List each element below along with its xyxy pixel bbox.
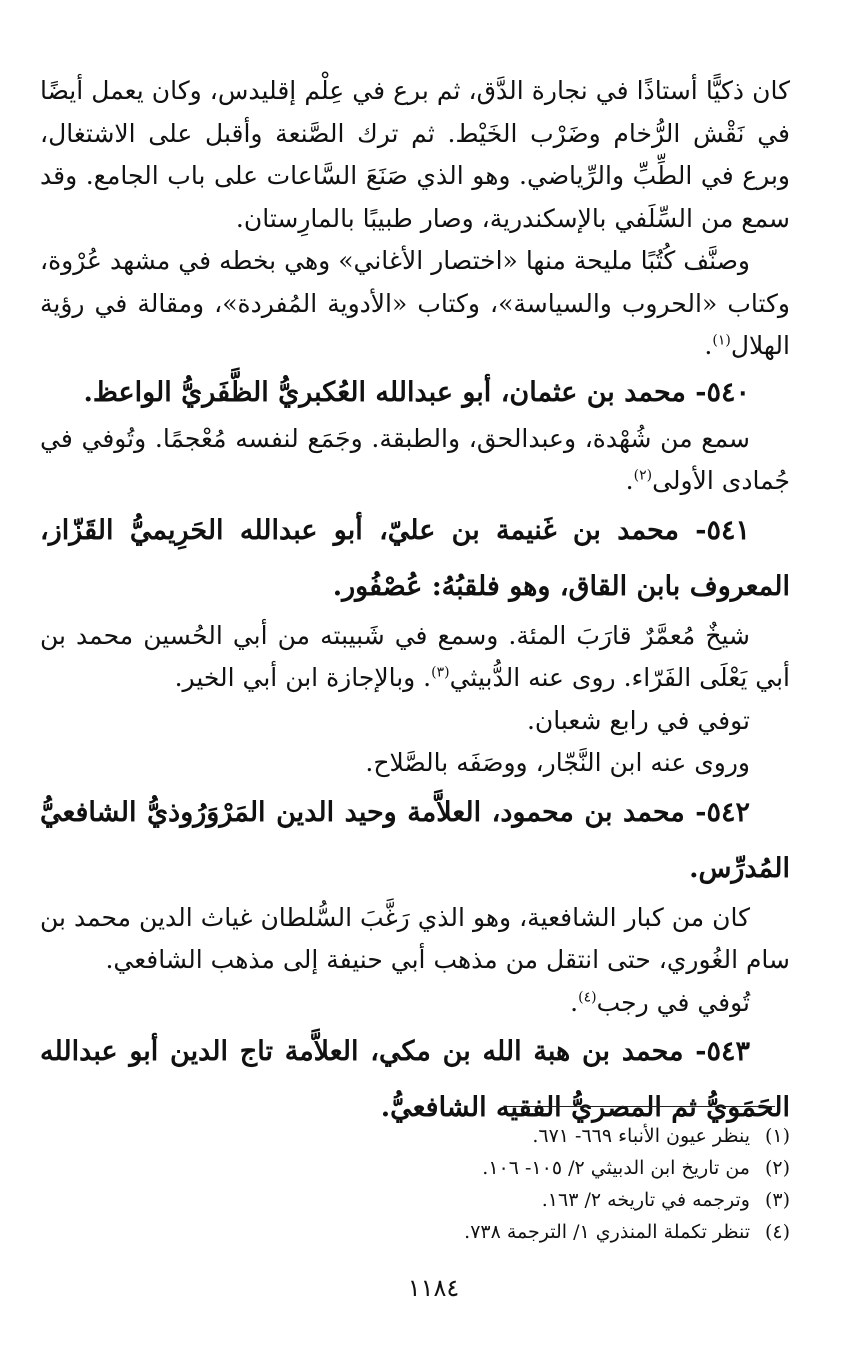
paragraph-541-text-2: . وبالإجازة ابن أبي الخير. [174, 663, 432, 692]
paragraph-542-b-text: تُوفي في رجب [596, 987, 750, 1017]
paragraph-541-b: توفي في رابع شعبان. [526, 705, 750, 735]
footnote-4 [300, 1216, 790, 1248]
footnote-number: (٣) [764, 1189, 790, 1211]
footnote-divider [505, 1106, 775, 1107]
paragraph-works-text: وصنَّف كُتُبًا مليحة منها «اختصار الأغاني» وهي بخطه في مشهد عُرْوة، وكتاب «الحروب والسياسة»، وكتاب «الأدوية المُفردة»، ومقالة في رؤية الهلال [40, 246, 790, 360]
paragraph-540-text: سمع من شُهْدة، وعبدالحق، والطبقة. وجَمَع لنفسه مُعْجمًا. وتُوفي في جُمادى الأولى [40, 423, 790, 495]
footnotes [300, 1120, 790, 1248]
entry-heading-542: ٥٤٢- محمد بن محمود، العلاَّمة وحيد الدين المَرْوَرُوذيُّ الشافعيُّ المُدرِّس. [40, 796, 790, 884]
paragraph-540: سمع من شُهْدة، وعبدالحق، والطبقة. وجَمَع لنفسه مُعْجمًا. وتُوفي في جُمادى الأولى$^{(٢)}$. [40, 423, 790, 495]
paragraph-541-c: وروى عنه ابن النَّجّار، ووصَفَه بالصَّلاح. [365, 748, 750, 777]
footnote-text: ينظر عيون الأنباء ٦٦٩- ٦٧١. [532, 1125, 750, 1147]
entry-heading-540: ٥٤٠- محمد بن عثمان، أبو عبدالله العُكبريُّ الظَّفَريُّ الواعظ. [83, 376, 750, 408]
entry-heading-543: ٥٤٣- محمد بن هبة الله بن مكي، العلاَّمة تاج الدين أبو عبدالله الحَمَويُّ ثم المصريُّ الفقيه الشافعيُّ. [40, 1036, 790, 1123]
page-number: ١١٨٤ [407, 1274, 460, 1302]
footnote-number: (١) [764, 1125, 790, 1147]
paragraph-works: وصنَّف كُتُبًا مليحة منها «اختصار الأغاني» وهي بخطه في مشهد عُرْوة، وكتاب «الحروب والسياسة»، وكتاب «الأدوية المُفردة»، ومقالة في رؤية الهلال$^{(١)}$. [40, 246, 790, 360]
footnote-text: وترجمه في تاريخه ٢/ ١٦٣. [541, 1189, 750, 1211]
footnote-ref-3[interactable]: (٣) [431, 664, 450, 681]
paragraph-intro-text: كان ذكيًّا أستاذًا في نجارة الدَّق، ثم برع في عِلْم إقليدس، وكان يعمل أيضًا في نَقْش الرُّخام وضَرْب الخَيْط. ثم ترك الصَّنعة وأقبل على الاشتغال، وبرع في الطِّبِّ والرِّياضي. وهو الذي صَنَعَ السَّاعات على باب الجامع. وقد سمع من السِّلَفي بالإسكندرية، وصار طبيبًا بالمارِستان. [40, 76, 790, 233]
paragraph-542-b: تُوفي في رجب$^{(٤)}$. [570, 987, 750, 1017]
footnote-number: (٢) [764, 1157, 790, 1179]
paragraph-541-text-1: شيخٌ مُعمَّرٌ قارَبَ المئة. وسمع في شَبيبته من أبي الحُسين محمد بن أبي يَعْلَى الفَرّاء. روى عنه الدُّبيثي [40, 620, 790, 692]
footnote-3 [300, 1184, 790, 1216]
page-body [40, 70, 790, 1136]
entry-heading-541: ٥٤١- محمد بن غَنيمة بن عليّ، أبو عبدالله الحَرِيميُّ القَزّاز، المعروف بابن القاق، وهو فلقبُهُ: عُصْفُور. [40, 514, 790, 602]
footnote-ref-1[interactable]: (١) [712, 332, 731, 349]
paragraph-542-a: كان من كبار الشافعية، وهو الذي رَغَّبَ السُّلطان غياث الدين محمد بن سام الغُوري، حتى انتقل من مذهب أبي حنيفة إلى مذهب الشافعي. [40, 902, 790, 974]
paragraph-541-a [40, 615, 790, 700]
footnote-1 [300, 1120, 790, 1152]
footnote-ref-4[interactable]: (٤) [578, 989, 597, 1006]
paragraph-intro [40, 70, 790, 240]
footnote-2 [300, 1152, 790, 1184]
footnote-number: (٤) [764, 1221, 790, 1243]
footnote-text: من تاريخ ابن الدبيثي ٢/ ١٠٥- ١٠٦. [482, 1157, 750, 1179]
footnote-ref-2[interactable]: (٢) [633, 467, 653, 484]
footnote-text: تنظر تكملة المنذري ١/ الترجمة ٧٣٨. [464, 1221, 750, 1243]
